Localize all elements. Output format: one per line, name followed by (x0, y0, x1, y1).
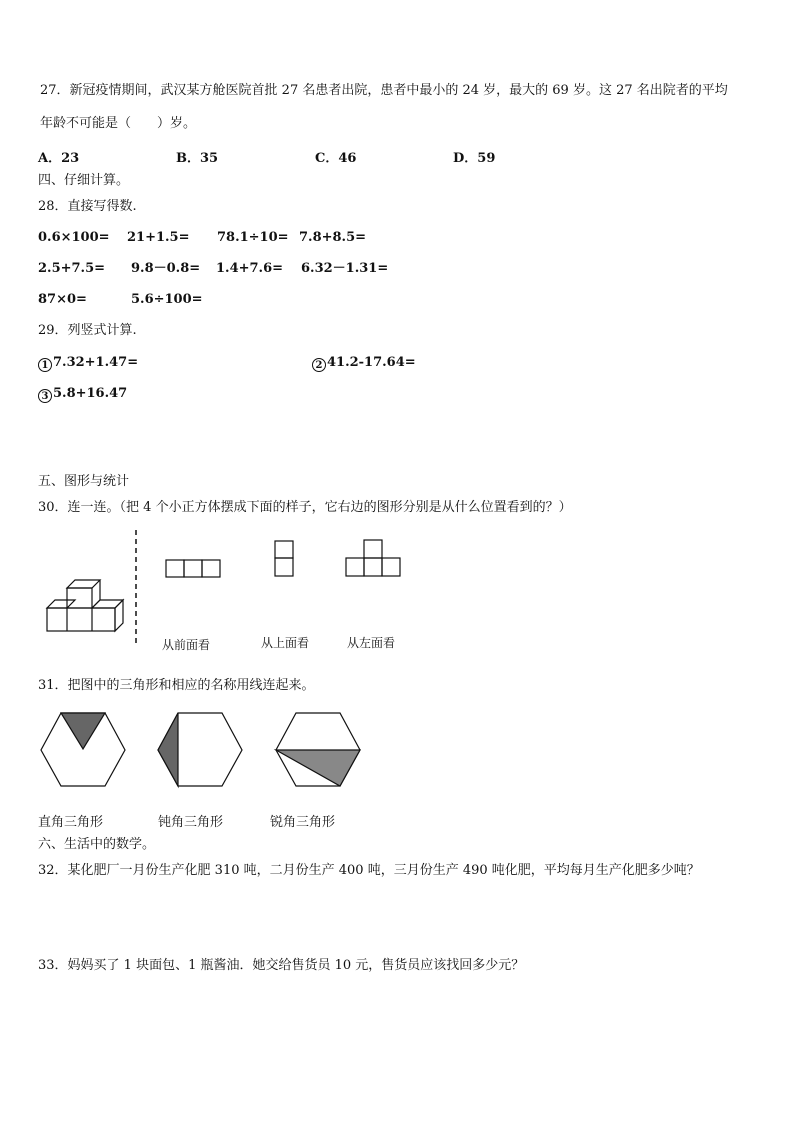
q27-option-c: C．46 (315, 151, 357, 166)
q27-line1: 27．新冠疫情期间，武汉某方舱医院首批 27 名患者出院，患者中最小的 24 岁，最大的 69 岁。这 27 名出院者的平均 (40, 83, 728, 98)
q27-option-d: D．59 (453, 151, 496, 166)
triangle-label-obtuse: 钝角三角形 (158, 815, 224, 830)
q29-item-3 (38, 386, 127, 403)
q29-item-2 (312, 355, 416, 372)
hexagon-figure-2 (155, 711, 245, 787)
q28-title: 28．直接写得数. (38, 199, 137, 214)
q28-item: 87×0= (38, 292, 87, 307)
q29-title: 29．列竖式计算. (38, 323, 137, 338)
q30-title: 30．连一连。（把 4 个小正方体摆成下面的样子，它右边的图形分别是从什么位置看到的？） (38, 500, 572, 515)
circled-number: 2 (312, 358, 326, 372)
cube-stack-figure (40, 570, 130, 640)
dashed-separator (134, 530, 138, 644)
section-6-heading: 六、生活中的数学。 (38, 837, 156, 852)
circled-number: 3 (38, 389, 52, 403)
view-left-shape (345, 539, 403, 579)
q32-text: 32．某化肥厂一月份生产化肥 310 吨，二月份生产 400 吨，三月份生产 490 吨化肥，平均每月生产化肥多少吨？ (38, 863, 700, 878)
q27-line2: 年龄不可能是（ ）岁。 (40, 116, 197, 131)
q28-item: 6.32－1.31= (301, 261, 389, 276)
section-5-heading: 五、图形与统计 (38, 474, 130, 489)
q27-option-b: B．35 (176, 151, 219, 166)
q29-item-1 (38, 355, 138, 372)
q27-option-a: A．23 (38, 151, 80, 166)
q29-expression: 7.32+1.47= (53, 355, 139, 370)
q33-text: 33．妈妈买了 1 块面包、1 瓶酱油．她交给售货员 10 元，售货员应该找回多少元？ (38, 958, 525, 973)
circled-number: 1 (38, 358, 52, 372)
view-label-left: 从左面看 (347, 636, 396, 650)
q28-item: 0.6×100= (38, 230, 110, 245)
q31-title: 31．把图中的三角形和相应的名称用线连起来。 (38, 678, 315, 693)
hexagon-figure-3 (273, 711, 363, 787)
view-top-shape (274, 540, 296, 578)
section-4-heading: 四、仔细计算。 (38, 173, 130, 188)
q28-item: 7.8+8.5= (299, 230, 367, 245)
q28-item: 2.5+7.5= (38, 261, 106, 276)
q29-expression: 5.8+16.47 (53, 386, 128, 401)
view-front-shape (165, 559, 222, 579)
q28-item: 1.4+7.6= (216, 261, 284, 276)
q28-item: 5.6÷100= (131, 292, 203, 307)
q29-expression: 41.2-17.64= (327, 355, 416, 370)
q28-item: 9.8－0.8= (131, 261, 201, 276)
view-label-front: 从前面看 (162, 638, 211, 652)
q28-item: 21+1.5= (127, 230, 190, 245)
q28-item: 78.1÷10= (217, 230, 289, 245)
triangle-label-acute: 锐角三角形 (270, 815, 336, 830)
view-label-top: 从上面看 (261, 636, 310, 650)
triangle-label-right: 直角三角形 (38, 815, 104, 830)
hexagon-figure-1 (38, 711, 128, 787)
